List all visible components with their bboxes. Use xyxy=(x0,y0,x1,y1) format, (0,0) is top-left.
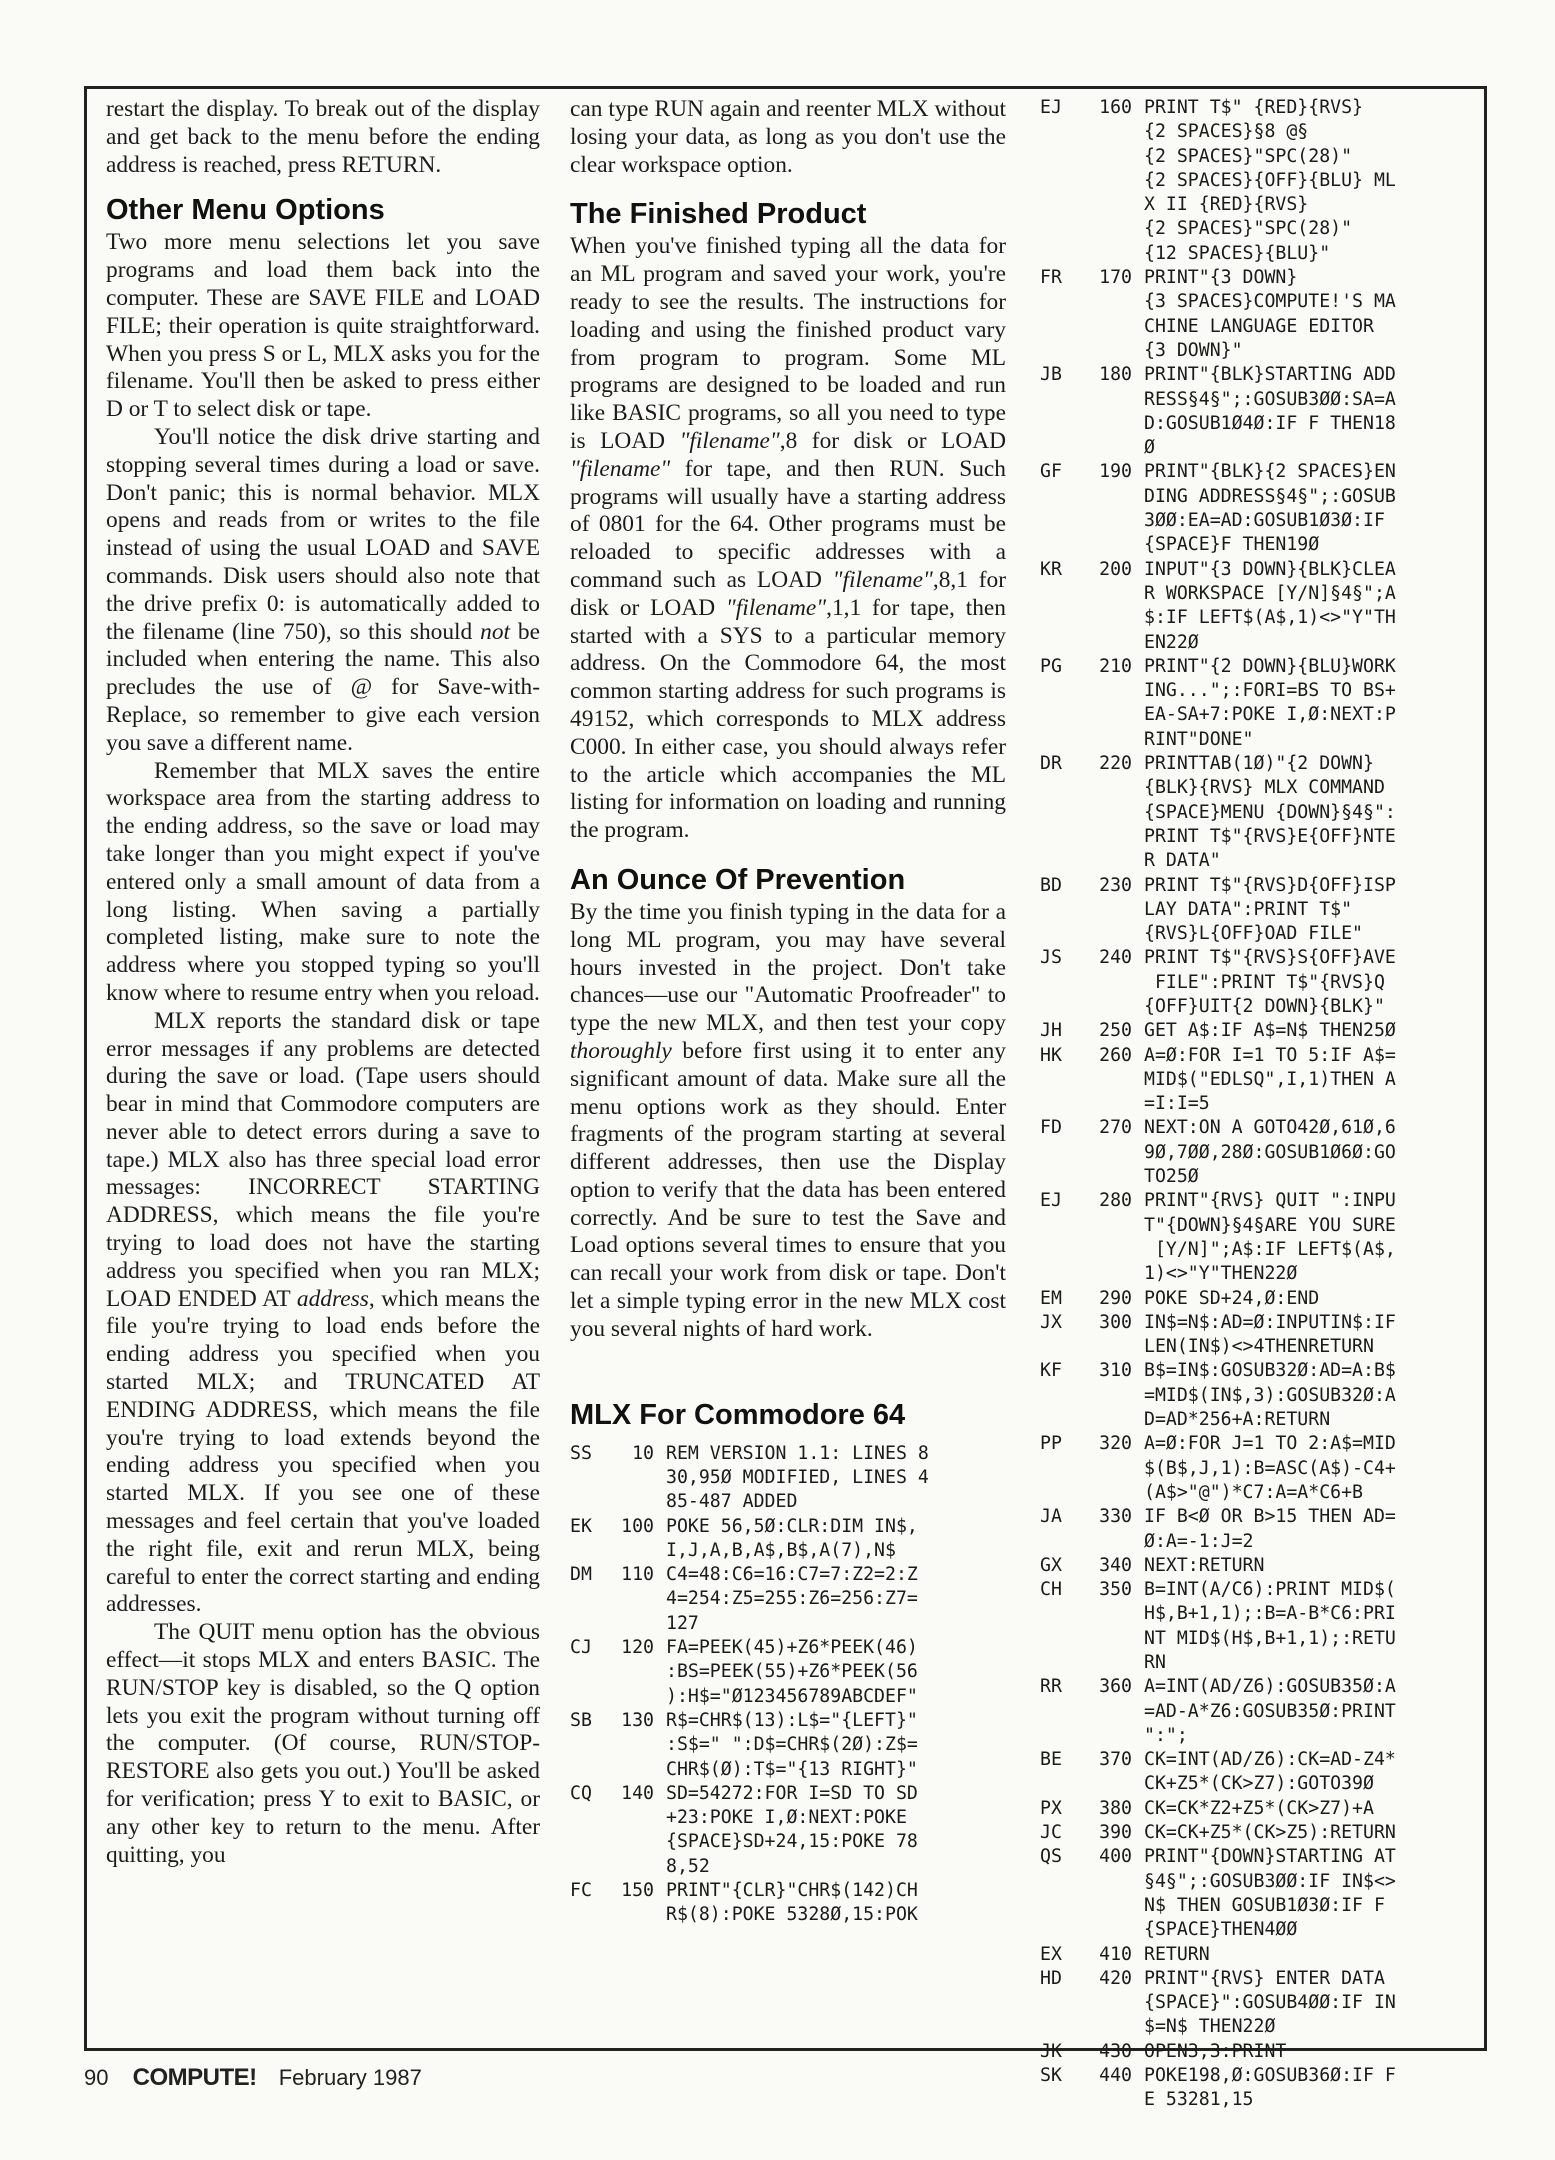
code-text-line: {SPACE}F THEN19Ø xyxy=(1144,534,1320,556)
code-text-line: CK=CK*Z2+Z5*(CK>Z7)+A xyxy=(1144,1797,1374,1819)
code-text-line: {SPACE}MENU {DOWN}§4§": xyxy=(1144,801,1396,823)
code-text xyxy=(1144,1505,1468,1554)
line-number: 270 xyxy=(1099,1117,1132,1139)
code-text-line: SD=54272:FOR I=SD TO SD xyxy=(666,1782,918,1804)
line-number: 130 xyxy=(621,1709,654,1731)
line-number: 280 xyxy=(1099,1190,1132,1212)
column-2 xyxy=(570,96,1006,1928)
code-text-line: R$=CHR$(13):L$="{LEFT}" xyxy=(666,1709,918,1731)
code-text xyxy=(1144,946,1468,1019)
code-text xyxy=(1144,96,1468,266)
code-text-line: N$ THEN GOSUB1Ø3Ø:IF F xyxy=(1144,1894,1385,1916)
code-text xyxy=(1144,1821,1468,1845)
paragraph: restart the display. To break out of the display and get back to the menu before the ending address is reached, press RETURN. xyxy=(106,96,540,178)
code-text-line: T"{DOWN}§4§ARE YOU SURE xyxy=(1144,1214,1396,1236)
code-text xyxy=(1144,363,1468,460)
code-text xyxy=(1144,1967,1468,2040)
code-line xyxy=(1040,1797,1468,1821)
code-text-line: LAY DATA":PRINT T$" xyxy=(1144,898,1353,920)
code-text xyxy=(1144,1578,1468,1675)
code-text xyxy=(1144,1019,1468,1043)
code-text-line: PRINT T$"{RVS}E{OFF}NTE xyxy=(1144,825,1396,847)
code-text-line: Ø xyxy=(1144,437,1155,459)
checksum: JA xyxy=(1040,1506,1062,1528)
checksum: CJ xyxy=(570,1637,592,1659)
code-text-line: CHINE LANGUAGE EDITOR xyxy=(1144,315,1374,337)
code-text-line: CK+Z5*(CK>Z7):GOTO39Ø xyxy=(1144,1773,1374,1795)
column-1 xyxy=(106,96,540,1869)
code-text-line: {SPACE}THEN4ØØ xyxy=(1144,1919,1298,1941)
code-text-line: NT MID$(H$,B+1,1);:RETU xyxy=(1144,1627,1396,1649)
code-text-line: TO25Ø xyxy=(1144,1166,1199,1188)
code-text-line: 127 xyxy=(666,1612,699,1634)
checksum: KR xyxy=(1040,558,1062,580)
line-number: 200 xyxy=(1099,558,1132,580)
line-number: 250 xyxy=(1099,1020,1132,1042)
code-text-line: B$=IN$:GOSUB32Ø:AD=A:B$ xyxy=(1144,1360,1396,1382)
code-text xyxy=(1144,460,1468,557)
code-text-line: FILE":PRINT T$"{RVS}Q xyxy=(1144,971,1385,993)
checksum: RR xyxy=(1040,1676,1062,1698)
paragraph: Remember that MLX saves the entire workspace area from the starting address to the ending address, so the save or load may take longer than you might expect if you've entered only a small amount of data from a long listing. When saving a partially completed listing, make sure to note the address where you stopped typing so you'll know where to resume entry when you reload. xyxy=(106,757,540,1006)
code-text-line: R$(8):POKE 5328Ø,15:POK xyxy=(666,1904,918,1926)
checksum: FC xyxy=(570,1880,592,1902)
line-number: 120 xyxy=(621,1637,654,1659)
code-text-line: $:IF LEFT$(A$,1)<>"Y"TH xyxy=(1144,607,1396,629)
code-line xyxy=(570,1879,1006,1928)
checksum: JS xyxy=(1040,947,1062,969)
code-text-line: OPEN3,3:PRINT xyxy=(1144,2040,1287,2062)
code-text-line: RINT"DONE" xyxy=(1144,728,1254,750)
code-text-line: FA=PEEK(45)+Z6*PEEK(46) xyxy=(666,1637,918,1659)
paragraph: Two more menu selections let you save programs and load them back into the computer. These are SAVE FILE and LOAD FILE; their operation is quite straightforward. When you press S or L, MLX asks you for the filename. You'll then be asked to press either D or T to select disk or tape. xyxy=(106,229,540,423)
code-line xyxy=(1040,1287,1468,1311)
code-text-line: 30,95Ø MODIFIED, LINES 4 xyxy=(666,1466,929,1488)
code-line xyxy=(1040,655,1468,752)
code-line xyxy=(1040,874,1468,947)
code-text-line: C4=48:C6=16:C7=7:Z2=2:Z xyxy=(666,1564,918,1586)
page-number: 90 xyxy=(84,2065,109,2091)
code-line xyxy=(1040,752,1468,873)
code-text-line: {2 SPACES}{OFF}{BLU} ML xyxy=(1144,169,1396,191)
checksum: GX xyxy=(1040,1554,1062,1576)
code-text xyxy=(666,1782,1006,1879)
code-text-line: PRINT T$"{RVS}D{OFF}ISP xyxy=(1144,874,1396,896)
code-text-line: $=N$ THEN22Ø xyxy=(1144,2016,1276,2038)
code-line xyxy=(570,1563,1006,1636)
code-line xyxy=(1040,1189,1468,1286)
code-line xyxy=(1040,96,1468,266)
code-text-line: NEXT:RETURN xyxy=(1144,1554,1265,1576)
code-text-line: DING ADDRESS§4§";:GOSUB xyxy=(1144,485,1396,507)
heading-other-menu-options: Other Menu Options xyxy=(106,194,385,227)
code-text-line: {RVS}L{OFF}OAD FILE" xyxy=(1144,923,1363,945)
code-text-line: R DATA" xyxy=(1144,850,1221,872)
code-text-line: §4§";:GOSUB3ØØ:IF IN$<> xyxy=(1144,1870,1396,1892)
code-line xyxy=(570,1636,1006,1709)
paragraph: When you've finished typing all the data for an ML program and saved your work, you're ready to see the results. The instructions for loading and using the finished product vary from program to program. Some ML programs are designed to be loaded and run like BASIC programs, so all you need to type is LOAD "filename",8 for disk or LOAD "filename" for tape, and then RUN. Such programs will usually have a starting address of 0801 for the 64. Other programs must be reloaded to specific addresses with a command such as LOAD "filename",8,1 for disk or LOAD "filename",1,1 for tape, then started with a SYS to a particular memory address. On the Commodore 64, the most common starting address for such programs is 49152, which corresponds to MLX address C000. In either case, you should always refer to the article which accompanies the ML listing for information on loading and running the program. xyxy=(570,233,1006,844)
code-text xyxy=(1144,1359,1468,1432)
checksum: HD xyxy=(1040,1967,1062,1989)
code-line xyxy=(1040,1359,1468,1432)
column-3 xyxy=(1040,96,1468,2113)
code-text-line: GET A$:IF A$=N$ THEN25Ø xyxy=(1144,1020,1396,1042)
code-text xyxy=(666,1636,1006,1709)
code-text-line: INPUT"{3 DOWN}{BLK}CLEA xyxy=(1144,558,1396,580)
line-number: 110 xyxy=(621,1564,654,1586)
code-text-line: 8,52 xyxy=(666,1855,710,1877)
code-line xyxy=(1040,946,1468,1019)
code-text-line: CK=INT(AD/Z6):CK=AD-Z4* xyxy=(1144,1749,1396,1771)
line-number: 150 xyxy=(621,1880,654,1902)
checksum: EX xyxy=(1040,1943,1062,1965)
code-text-line: 4=254:Z5=255:Z6=256:Z7= xyxy=(666,1588,918,1610)
line-number: 240 xyxy=(1099,947,1132,969)
code-text-line: :S$=" ":D$=CHR$(2Ø):Z$= xyxy=(666,1734,918,1756)
code-text xyxy=(1144,2064,1468,2113)
code-text-line: CHR$(Ø):T$="{13 RIGHT}" xyxy=(666,1758,918,1780)
checksum: KF xyxy=(1040,1360,1062,1382)
line-number: 440 xyxy=(1099,2065,1132,2087)
line-number: 190 xyxy=(1099,461,1132,483)
code-text xyxy=(1144,266,1468,363)
code-line xyxy=(570,1515,1006,1564)
line-number: 300 xyxy=(1099,1311,1132,1333)
checksum: JC xyxy=(1040,1822,1062,1844)
code-line xyxy=(1040,266,1468,363)
code-text xyxy=(666,1563,1006,1636)
code-text xyxy=(1144,2040,1468,2064)
code-text xyxy=(666,1879,1006,1928)
code-text-line: {SPACE}SD+24,15:POKE 78 xyxy=(666,1831,918,1853)
line-number: 180 xyxy=(1099,364,1132,386)
code-line xyxy=(1040,2064,1468,2113)
code-text-line: {2 SPACES}"SPC(28)" xyxy=(1144,145,1353,167)
code-text xyxy=(1144,874,1468,947)
code-text-line: PRINT"{RVS} ENTER DATA xyxy=(1144,1967,1385,1989)
checksum: JB xyxy=(1040,364,1062,386)
line-number: 290 xyxy=(1099,1287,1132,1309)
code-text-line: {SPACE}":GOSUB4ØØ:IF IN xyxy=(1144,1992,1396,2014)
code-text-line: IF B<Ø OR B>15 THEN AD= xyxy=(1144,1506,1396,1528)
checksum: PX xyxy=(1040,1797,1062,1819)
code-text-line: Ø:A=-1:J=2 xyxy=(1144,1530,1254,1552)
code-text-line: {2 SPACES}§8 @§ xyxy=(1144,121,1309,143)
code-text-line: X II {RED}{RVS} xyxy=(1144,194,1309,216)
checksum: SB xyxy=(570,1709,592,1731)
code-text-line: RN xyxy=(1144,1652,1166,1673)
code-text xyxy=(666,1442,1006,1515)
code-listing xyxy=(1040,96,1468,2113)
code-text-line: ":"; xyxy=(1144,1724,1188,1746)
line-number: 100 xyxy=(621,1515,654,1537)
page-footer xyxy=(84,2064,684,2104)
checksum: DR xyxy=(1040,753,1062,775)
line-number: 310 xyxy=(1099,1360,1132,1382)
code-text-line: POKE SD+24,Ø:END xyxy=(1144,1287,1320,1309)
line-number: 260 xyxy=(1099,1044,1132,1066)
code-text-line: CK=CK+Z5*(CK>Z5):RETURN xyxy=(1144,1822,1396,1844)
line-number: 320 xyxy=(1099,1433,1132,1455)
checksum: PG xyxy=(1040,655,1062,677)
line-number: 380 xyxy=(1099,1797,1132,1819)
code-text-line: NEXT:ON A GOTO42Ø,61Ø,6 xyxy=(1144,1117,1396,1139)
code-text-line: A=Ø:FOR J=1 TO 2:A$=MID xyxy=(1144,1433,1396,1455)
code-text xyxy=(1144,1675,1468,1748)
code-text xyxy=(666,1515,1006,1564)
paragraph: The QUIT menu option has the obvious effect—it stops MLX and enters BASIC. The RUN/STOP key is disabled, so the Q option lets you exit the program without turning off the computer. (Of course, RUN/STOP-RESTORE also gets you out.) You'll be asked for verification; press Y to exit to BASIC, or any other key to return to the menu. After quitting, you xyxy=(106,1619,540,1868)
code-text xyxy=(1144,655,1468,752)
checksum: BD xyxy=(1040,874,1062,896)
code-text-line: PRINT"{BLK}STARTING ADD xyxy=(1144,364,1396,386)
line-number: 330 xyxy=(1099,1506,1132,1528)
code-text-line: (A$>"@")*C7:A=A*C6+B xyxy=(1144,1481,1363,1503)
code-line xyxy=(1040,1748,1468,1797)
code-text xyxy=(666,1709,1006,1782)
code-line xyxy=(1040,1967,1468,2040)
code-line xyxy=(1040,1019,1468,1043)
line-number: 140 xyxy=(621,1782,654,1804)
code-text xyxy=(1144,558,1468,655)
code-line xyxy=(1040,1505,1468,1554)
code-text-line: :BS=PEEK(55)+Z6*PEEK(56 xyxy=(666,1661,918,1683)
line-number: 360 xyxy=(1099,1676,1132,1698)
code-text-line: POKE198,Ø:GOSUB36Ø:IF F xyxy=(1144,2065,1396,2087)
checksum: CQ xyxy=(570,1782,592,1804)
code-text-line: 1)<>"Y"THEN22Ø xyxy=(1144,1263,1298,1285)
code-text xyxy=(1144,1311,1468,1360)
paragraph: You'll notice the disk drive starting and stopping several times during a load or save. Don't panic; this is normal behavior. MLX opens and reads from or writes to the file instead of using the usual LOAD and SAVE commands. Disk users should also note that the drive prefix 0: is automatically added to the filename (line 750), so this should not be included when entering the name. This also precludes the use of @ for Save-with-Replace, so remember to give each version you save a different name. xyxy=(106,423,540,756)
heading-ounce-of-prevention: An Ounce Of Prevention xyxy=(570,863,906,896)
code-text-line: EN22Ø xyxy=(1144,631,1199,653)
code-text-line: IN$=N$:AD=Ø:INPUTIN$:IF xyxy=(1144,1311,1396,1333)
code-text-line: D:GOSUB1Ø4Ø:IF F THEN18 xyxy=(1144,412,1396,434)
checksum: SK xyxy=(1040,2065,1062,2087)
code-line xyxy=(570,1782,1006,1879)
code-text xyxy=(1144,1044,1468,1117)
code-line xyxy=(1040,1578,1468,1675)
line-number: 410 xyxy=(1099,1943,1132,1965)
magazine-name: COMPUTE! xyxy=(132,2064,257,2092)
code-text-line: PRINT"{DOWN}STARTING AT xyxy=(1144,1846,1396,1868)
code-text-line: PRINT T$"{RVS}S{OFF}AVE xyxy=(1144,947,1396,969)
code-text-line: =MID$(IN$,3):GOSUB32Ø:A xyxy=(1144,1384,1396,1406)
code-line xyxy=(1040,1943,1468,1967)
line-number: 400 xyxy=(1099,1846,1132,1868)
checksum: JH xyxy=(1040,1020,1062,1042)
code-line xyxy=(1040,1554,1468,1578)
code-line xyxy=(570,1709,1006,1782)
code-text-line: A=INT(AD/Z6):GOSUB35Ø:A xyxy=(1144,1676,1396,1698)
code-text-line: MID$("EDLSQ",I,1)THEN A xyxy=(1144,1068,1396,1090)
code-line xyxy=(1040,1432,1468,1505)
line-number: 390 xyxy=(1099,1822,1132,1844)
line-number: 340 xyxy=(1099,1554,1132,1576)
code-text-line: PRINTTAB(1Ø)"{2 DOWN} xyxy=(1144,753,1374,775)
paragraph: can type RUN again and reenter MLX without losing your data, as long as you don't use the clear workspace option. xyxy=(570,96,1006,178)
code-text xyxy=(1144,1748,1468,1797)
checksum: JK xyxy=(1040,2040,1062,2062)
code-text-line: ING...";:FORI=BS TO BS+ xyxy=(1144,680,1396,702)
line-number: 170 xyxy=(1099,267,1132,289)
code-text-line: A=Ø:FOR I=1 TO 5:IF A$= xyxy=(1144,1044,1396,1066)
code-text xyxy=(1144,1845,1468,1942)
code-text-line: H$,B+1,1);:B=A-B*C6:PRI xyxy=(1144,1603,1396,1625)
code-text xyxy=(1144,1116,1468,1189)
code-text xyxy=(1144,1287,1468,1311)
code-text-line: PRINT"{2 DOWN}{BLU}WORK xyxy=(1144,655,1396,677)
line-number: 160 xyxy=(1099,97,1132,118)
checksum: EJ xyxy=(1040,1190,1062,1212)
code-text-line: 3ØØ:EA=AD:GOSUB1Ø3Ø:IF xyxy=(1144,510,1385,532)
code-listing xyxy=(570,1442,1006,1928)
code-text-line: PRINT"{RVS} QUIT ":INPU xyxy=(1144,1190,1396,1212)
code-text-line: E 53281,15 xyxy=(1144,2089,1254,2111)
code-text-line: PRINT"{BLK}{2 SPACES}EN xyxy=(1144,461,1396,483)
code-line xyxy=(1040,363,1468,460)
code-text-line: =AD-A*Z6:GOSUB35Ø:PRINT xyxy=(1144,1700,1396,1722)
code-text-line: +23:POKE I,Ø:NEXT:POKE xyxy=(666,1807,907,1829)
code-line xyxy=(1040,1044,1468,1117)
code-text-line: RESS§4§";:GOSUB3ØØ:SA=A xyxy=(1144,388,1396,410)
code-text xyxy=(1144,1943,1468,1967)
line-number: 210 xyxy=(1099,655,1132,677)
line-number: 430 xyxy=(1099,2040,1132,2062)
checksum: JX xyxy=(1040,1311,1062,1333)
code-text-line: PRINT"{3 DOWN} xyxy=(1144,267,1298,289)
code-text-line: PRINT"{CLR}"CHR$(142)CH xyxy=(666,1880,918,1902)
code-text-line: )​:H$="Ø123456789ABCDEF" xyxy=(666,1685,918,1707)
checksum: PP xyxy=(1040,1433,1062,1455)
checksum: SS xyxy=(570,1442,592,1464)
code-text xyxy=(1144,1432,1468,1505)
code-line xyxy=(1040,1845,1468,1942)
code-text xyxy=(1144,1554,1468,1578)
code-text-line: PRINT T$" {RED}{RVS} xyxy=(1144,97,1363,118)
code-text xyxy=(1144,1797,1468,1821)
line-number: 10 xyxy=(632,1442,654,1464)
line-number: 220 xyxy=(1099,753,1132,775)
line-number: 230 xyxy=(1099,874,1132,896)
code-text-line: =I:I=5 xyxy=(1144,1093,1210,1115)
checksum: EJ xyxy=(1040,97,1062,118)
code-line xyxy=(1040,1311,1468,1360)
code-line xyxy=(570,1442,1006,1515)
code-line xyxy=(1040,1675,1468,1748)
code-text-line: {3 SPACES}COMPUTE!'S MA xyxy=(1144,291,1396,313)
code-text-line: REM VERSION 1.1: LINES 8 xyxy=(666,1442,929,1464)
code-text-line: LEN(IN$)<>4THENRETURN xyxy=(1144,1336,1374,1358)
code-text-line: $(B$,J,1):B=ASC(A$)-C4+ xyxy=(1144,1457,1396,1479)
checksum: FR xyxy=(1040,267,1062,289)
code-text-line: {2 SPACES}"SPC(28)" xyxy=(1144,218,1353,240)
heading-mlx-listing: MLX For Commodore 64 xyxy=(570,1398,906,1431)
code-text-line: 85-487 ADDED xyxy=(666,1491,798,1513)
issue-date: February 1987 xyxy=(278,2065,422,2091)
code-text-line: B=INT(A/C6):PRINT MID$( xyxy=(1144,1579,1396,1601)
checksum: QS xyxy=(1040,1846,1062,1868)
checksum: EK xyxy=(570,1515,592,1537)
code-text-line: {12 SPACES}{BLU}" xyxy=(1144,242,1331,264)
checksum: GF xyxy=(1040,461,1062,483)
checksum: HK xyxy=(1040,1044,1062,1066)
code-text-line: D=AD*256+A:RETURN xyxy=(1144,1409,1331,1431)
paragraph: By the time you finish typing in the data for a long ML program, you may have several hours invested in the project. Don't take chances—use our "Automatic Proofreader" to type the new MLX, and then test your copy thoroughly before first using it to enter any significant amount of data. Make sure all the menu options work as they should. Enter fragments of the program starting at several different addresses, then use the Display option to verify that the data has been entered correctly. And be sure to test the Save and Load options several times to ensure that you can recall your work from disk or tape. Don't let a simple typing error in the new MLX cost you several nights of hard work. xyxy=(570,898,1006,1342)
code-line xyxy=(1040,1116,1468,1189)
code-line xyxy=(1040,558,1468,655)
code-text xyxy=(1144,752,1468,873)
line-number: 420 xyxy=(1099,1967,1132,1989)
code-line xyxy=(1040,460,1468,557)
code-text-line: EA-SA+7:POKE I,Ø:NEXT:P xyxy=(1144,704,1396,726)
line-number: 370 xyxy=(1099,1749,1132,1771)
checksum: FD xyxy=(1040,1117,1062,1139)
code-text-line: {3 DOWN}" xyxy=(1144,339,1243,361)
checksum: DM xyxy=(570,1564,592,1586)
code-text-line: {BLK}{RVS} MLX COMMAND xyxy=(1144,777,1385,799)
code-text-line: POKE 56,5Ø:CLR:DIM IN$, xyxy=(666,1515,918,1537)
code-text-line: R WORKSPACE [Y/N]§4§";A xyxy=(1144,582,1396,604)
code-line xyxy=(1040,1821,1468,1845)
code-text xyxy=(1144,1189,1468,1286)
code-text-line: RETURN xyxy=(1144,1943,1210,1965)
code-text-line: {OFF}UIT{2 DOWN}{BLK}" xyxy=(1144,995,1385,1017)
heading-finished-product: The Finished Product xyxy=(570,198,867,231)
checksum: CH xyxy=(1040,1579,1062,1601)
code-line xyxy=(1040,2040,1468,2064)
checksum: BE xyxy=(1040,1749,1062,1771)
code-text-line: 9Ø,7ØØ,28Ø:GOSUB1Ø6Ø:GO xyxy=(1144,1141,1396,1163)
checksum: EM xyxy=(1040,1287,1062,1309)
paragraph: MLX reports the standard disk or tape error messages if any problems are detected during the save or load. (Tape users should bear in mind that Commodore computers are never able to detect errors during a save to tape.) MLX also has three special load error messages: INCORRECT STARTING ADDRESS, which means the file you're trying to load does not have the starting address you specified when you ran MLX; LOAD ENDED AT address, which means the file you're trying to load ends before the ending address you specified when you started MLX; and TRUNCATED AT ENDING ADDRESS, which means the file you're trying to load extends beyond the ending address you specified when you started MLX. If you see one of these messages and feel certain that you've loaded the right file, exit and rerun MLX, being careful to enter the correct starting and ending addresses. xyxy=(106,1007,540,1618)
code-text-line: I,J,A,B,A$,B$,A(7),N$ xyxy=(666,1539,896,1561)
code-text-line: [Y/N]";A$:IF LEFT$(A$, xyxy=(1144,1238,1396,1260)
line-number: 350 xyxy=(1099,1579,1132,1601)
